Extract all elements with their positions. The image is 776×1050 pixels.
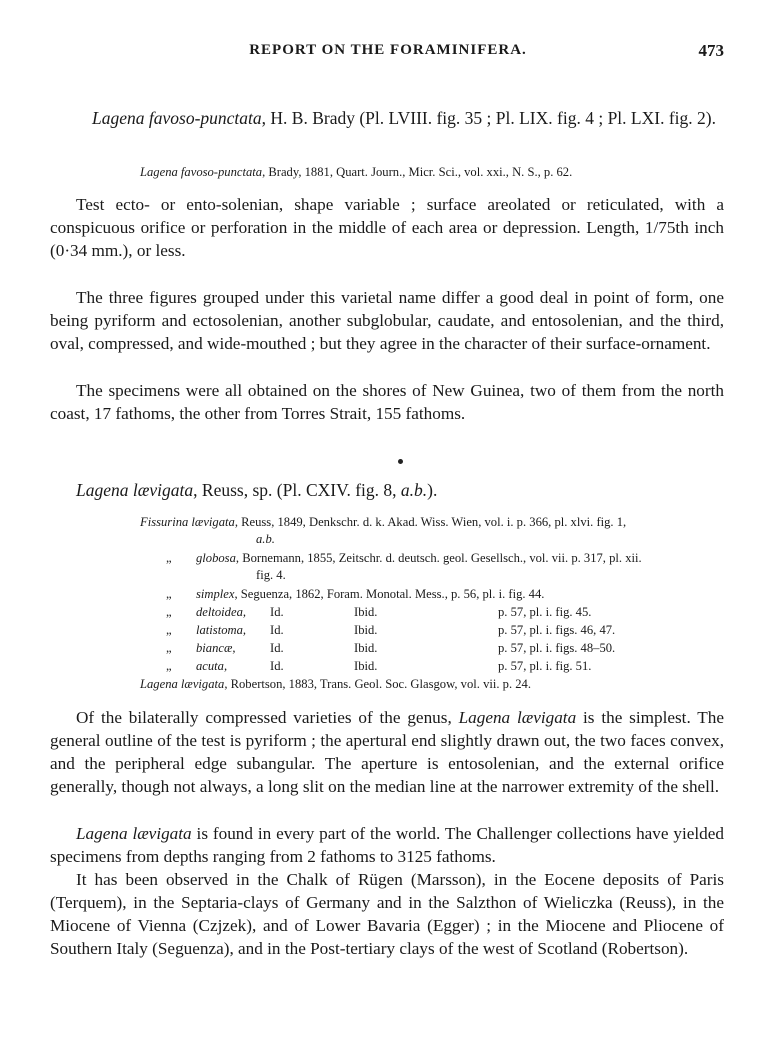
synonym-author: Id. bbox=[270, 605, 284, 619]
species-description: Test ecto- or ento-solenian, shape variable ; surface areolated or reticulated, with a conspicuous orifice or perforation in the middle of each area or depression. Length, 1/75th inch (0·34 mm.), or less. bbox=[50, 195, 724, 260]
synonym-location: p. 57, pl. i. fig. 51. bbox=[498, 659, 592, 673]
synonym-table-row bbox=[0, 658, 776, 675]
section-dot bbox=[398, 459, 403, 464]
synonym-reference: , Robertson, 1883, Trans. Geol. Soc. Glasgow, vol. vii. p. 24. bbox=[224, 677, 531, 691]
species-name: Lagena lævigata bbox=[76, 480, 194, 500]
synonym-mark: „ bbox=[166, 641, 172, 655]
synonym-entry bbox=[196, 586, 544, 603]
synonym-entry bbox=[140, 676, 531, 693]
synonym-table-row bbox=[0, 604, 776, 621]
paragraph-text: is found in every part of the world. The Challenger collections have yielded specimens from depths ranging from 2 fathoms to 3125 fathoms. bbox=[50, 824, 724, 866]
synonym-table-row bbox=[0, 640, 776, 657]
body-paragraph: The specimens were all obtained on the shores of New Guinea, two of them from the north coast, 17 fathoms, the other from Torres Strait, 155 fathoms. bbox=[50, 381, 724, 423]
page-number: 473 bbox=[698, 41, 724, 60]
synonym-name: deltoidea, bbox=[196, 605, 247, 619]
synonym-author: Id. bbox=[270, 641, 284, 655]
synonym-table-row bbox=[0, 622, 776, 639]
synonym-entry bbox=[140, 164, 572, 181]
synonym-name: Lagena lævigata bbox=[140, 677, 225, 691]
synonym-reference: , Reuss, 1849, Denkschr. d. k. Akad. Wiss. Wien, vol. i. p. 366, pl. xlvi. fig. 1, bbox=[234, 515, 627, 529]
synonym-reference: , Brady, 1881, Quart. Journ., Micr. Sci., vol. xxi., N. S., p. 62. bbox=[262, 165, 573, 179]
synonym-location: p. 57, pl. i. figs. 46, 47. bbox=[498, 623, 616, 637]
synonym-location: p. 57, pl. i. fig. 45. bbox=[498, 605, 592, 619]
paragraph-text: Of the bilaterally compressed varieties of the genus, bbox=[76, 708, 459, 727]
synonym-mark: „ bbox=[166, 659, 172, 673]
synonym-reference: , Bornemann, 1855, Zeitschr. d. deutsch. geol. Gesellsch., vol. vii. p. 317, pl. xii. bbox=[235, 551, 642, 565]
body-paragraph: It has been observed in the Chalk of Rügen (Marsson), in the Eocene deposits of Paris (Terquem), in the Septaria-clays of Germany and in the Salzthon of Wieliczka (Reuss), in the Miocene of Vienna (Czjzek), and of Lower Bavaria (Egger) ; in the Miocene and Pliocene of Southern Italy (Seguenza), and in the Post-tertiary clays of the west of Scotland (Robertson). bbox=[50, 870, 724, 958]
synonym-name: biancæ, bbox=[196, 641, 236, 655]
species-heading-rest: , H. B. Brady (Pl. LVIII. fig. 35 ; Pl. LIX. fig. 4 ; Pl. LXI. fig. 2). bbox=[261, 108, 716, 128]
synonym-mark: „ bbox=[166, 551, 172, 565]
body-paragraph bbox=[50, 822, 724, 868]
species-name: Lagena lævigata bbox=[76, 824, 192, 843]
synonym-name: Lagena favoso-punctata bbox=[140, 165, 263, 179]
synonym-source: Ibid. bbox=[354, 605, 378, 619]
synonym-mark: „ bbox=[166, 623, 172, 637]
species-heading-rest: , Reuss, sp. (Pl. CXIV. fig. 8, bbox=[193, 480, 401, 500]
synonym-name: acuta, bbox=[196, 659, 228, 673]
synonym-location: p. 57, pl. i. figs. 48–50. bbox=[498, 641, 616, 655]
body-paragraph bbox=[50, 706, 724, 798]
running-header-title: REPORT ON THE FORAMINIFERA. bbox=[249, 42, 527, 58]
synonym-reference: , Seguenza, 1862, Foram. Monotal. Mess., p. 56, pl. i. fig. 44. bbox=[234, 587, 545, 601]
synonym-continuation: a.b. bbox=[256, 532, 275, 546]
synonym-author: Id. bbox=[270, 659, 284, 673]
synonym-author: Id. bbox=[270, 623, 284, 637]
synonym-source: Ibid. bbox=[354, 623, 378, 637]
synonym-continuation: fig. 4. bbox=[256, 568, 286, 582]
synonym-source: Ibid. bbox=[354, 641, 378, 655]
species-heading-laevigata bbox=[76, 478, 736, 502]
species-heading-end: ). bbox=[427, 480, 438, 500]
synonym-name: globosa bbox=[196, 551, 236, 565]
paragraph-text: is the simplest. The general outline of the test is pyriform ; the apertural end slightly drawn out, the two faces convex, and the peripheral edge subangular. The aperture is entosolenian, and the external orifice generally, though not always, a long slit on the median line at the narrower extremity of the shell. bbox=[50, 708, 725, 796]
synonym-mark: „ bbox=[166, 605, 172, 619]
synonym-entry bbox=[140, 514, 626, 531]
synonym-source: Ibid. bbox=[354, 659, 378, 673]
species-name: Lagena lævigata bbox=[458, 708, 577, 727]
synonym-name: Fissurina lævigata bbox=[140, 515, 235, 529]
synonym-mark: „ bbox=[166, 587, 172, 601]
synonym-name: simplex bbox=[196, 587, 235, 601]
body-paragraph: The three figures grouped under this varietal name differ a good deal in point of form, one being pyriform and ectosolenian, another subglobular, caudate, and entosolenian, and the third, oval, compressed, and wide-mouthed ; but they agree in the character of their surface-ornament. bbox=[50, 288, 724, 353]
synonym-entry bbox=[196, 550, 642, 567]
species-name: Lagena favoso-punctata bbox=[92, 108, 262, 128]
figure-ref: a.b. bbox=[400, 480, 428, 500]
synonym-name: latistoma, bbox=[196, 623, 247, 637]
species-heading-favoso-punctata bbox=[50, 106, 724, 130]
